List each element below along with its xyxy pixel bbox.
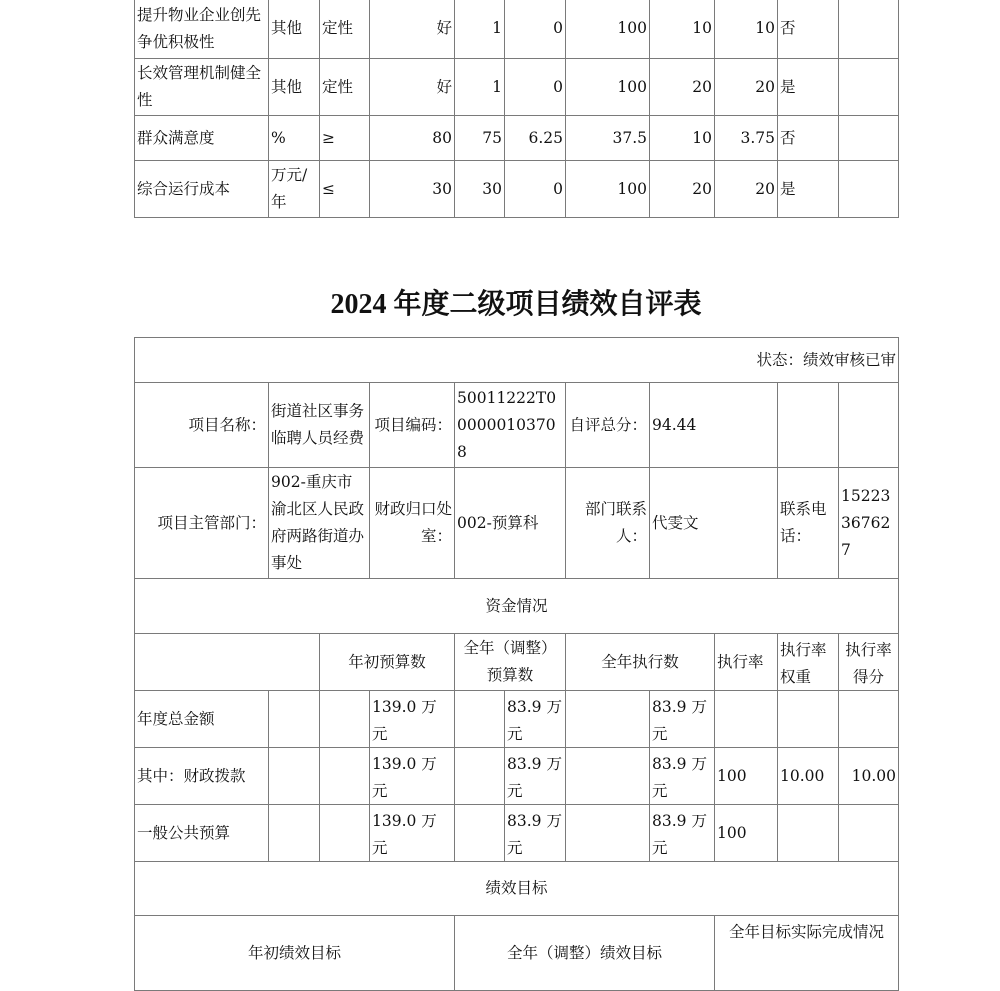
funds-cell bbox=[777, 690, 839, 748]
project-info-cell: 联系电话： bbox=[777, 467, 839, 579]
project-info-cell: 自评总分： bbox=[565, 382, 650, 468]
funds-cell: 10.00 bbox=[838, 747, 899, 805]
goals-header-cell: 全年目标实际完成情况 bbox=[714, 915, 899, 991]
funds-cell: 139.0 万元 bbox=[369, 747, 455, 805]
section-heading: 绩效目标 bbox=[134, 861, 899, 916]
funds-cell: 100 bbox=[714, 804, 778, 862]
funds-cell bbox=[565, 690, 650, 748]
indicator-value-cell: 10 bbox=[649, 0, 715, 59]
project-info-cell: 街道社区事务临聘人员经费 bbox=[268, 382, 370, 468]
indicator-value-cell bbox=[838, 58, 899, 116]
funds-cell: 83.9 万元 bbox=[504, 804, 566, 862]
section-heading: 资金情况 bbox=[134, 578, 899, 634]
project-info-cell: 15223367627 bbox=[838, 467, 899, 579]
indicator-name-cell: 提升物业企业创先争优积极性 bbox=[134, 0, 269, 59]
indicator-value-cell: 定性 bbox=[319, 58, 370, 116]
project-info-cell: 财政归口处室： bbox=[369, 467, 455, 579]
funds-header-blank bbox=[134, 633, 320, 691]
funds-header-cell: 执行率 bbox=[714, 633, 778, 691]
funds-cell bbox=[268, 747, 320, 805]
project-info-cell: 94.44 bbox=[649, 382, 778, 468]
indicator-value-cell: 万元/年 bbox=[268, 160, 320, 218]
indicator-value-cell: 20 bbox=[649, 58, 715, 116]
project-info-cell: 50011222T000000103708 bbox=[454, 382, 566, 468]
project-info-cell: 002-预算科 bbox=[454, 467, 566, 579]
indicator-value-cell bbox=[838, 160, 899, 218]
indicator-value-cell bbox=[838, 115, 899, 161]
funds-cell: 10.00 bbox=[777, 747, 839, 805]
project-info-cell: 部门联系人： bbox=[565, 467, 650, 579]
indicator-value-cell: ≥ bbox=[319, 115, 370, 161]
project-info-cell bbox=[838, 382, 899, 468]
indicator-value-cell: 否 bbox=[777, 115, 839, 161]
indicator-value-cell: 100 bbox=[565, 0, 650, 59]
funds-cell: 100 bbox=[714, 747, 778, 805]
indicator-value-cell: 是 bbox=[777, 160, 839, 218]
funds-row-label: 年度总金额 bbox=[134, 690, 269, 748]
indicator-value-cell: 37.5 bbox=[565, 115, 650, 161]
funds-cell bbox=[838, 690, 899, 748]
project-info-cell bbox=[777, 382, 839, 468]
indicator-value-cell: 100 bbox=[565, 160, 650, 218]
indicator-value-cell: 80 bbox=[369, 115, 455, 161]
funds-cell bbox=[714, 690, 778, 748]
funds-cell: 83.9 万元 bbox=[649, 747, 715, 805]
funds-header-cell: 全年（调整）预算数 bbox=[454, 633, 566, 691]
funds-cell bbox=[319, 690, 370, 748]
funds-cell: 139.0 万元 bbox=[369, 804, 455, 862]
indicator-value-cell: 100 bbox=[565, 58, 650, 116]
funds-cell: 83.9 万元 bbox=[649, 690, 715, 748]
indicator-value-cell: % bbox=[268, 115, 320, 161]
funds-cell bbox=[454, 804, 505, 862]
project-info-cell: 项目名称： bbox=[134, 382, 269, 468]
funds-cell: 139.0 万元 bbox=[369, 690, 455, 748]
indicator-name-cell: 综合运行成本 bbox=[134, 160, 269, 218]
indicator-value-cell: ≤ bbox=[319, 160, 370, 218]
indicator-value-cell: 30 bbox=[369, 160, 455, 218]
indicator-value-cell: 10 bbox=[714, 0, 778, 59]
indicator-value-cell: 好 bbox=[369, 0, 455, 59]
indicator-value-cell: 20 bbox=[714, 160, 778, 218]
funds-cell: 83.9 万元 bbox=[649, 804, 715, 862]
indicator-value-cell bbox=[838, 0, 899, 59]
indicator-value-cell: 其他 bbox=[268, 58, 320, 116]
funds-cell bbox=[454, 747, 505, 805]
funds-cell bbox=[319, 747, 370, 805]
indicator-name-cell: 群众满意度 bbox=[134, 115, 269, 161]
indicator-value-cell: 0 bbox=[504, 160, 566, 218]
indicator-value-cell: 20 bbox=[714, 58, 778, 116]
funds-cell bbox=[268, 804, 320, 862]
indicator-value-cell: 0 bbox=[504, 0, 566, 59]
indicator-value-cell: 20 bbox=[649, 160, 715, 218]
funds-row-label: 其中：财政拨款 bbox=[134, 747, 269, 805]
indicator-value-cell: 30 bbox=[454, 160, 505, 218]
funds-cell bbox=[319, 804, 370, 862]
indicator-value-cell: 3.75 bbox=[714, 115, 778, 161]
funds-header-cell: 执行率权重 bbox=[777, 633, 839, 691]
indicator-value-cell: 6.25 bbox=[504, 115, 566, 161]
indicator-value-cell: 75 bbox=[454, 115, 505, 161]
funds-cell bbox=[565, 747, 650, 805]
funds-header-cell: 年初预算数 bbox=[319, 633, 455, 691]
indicator-value-cell: 否 bbox=[777, 0, 839, 59]
project-info-cell: 代雯文 bbox=[649, 467, 778, 579]
indicator-value-cell: 好 bbox=[369, 58, 455, 116]
funds-cell bbox=[268, 690, 320, 748]
funds-cell: 83.9 万元 bbox=[504, 747, 566, 805]
indicator-value-cell: 定性 bbox=[319, 0, 370, 59]
indicator-value-cell: 是 bbox=[777, 58, 839, 116]
funds-cell bbox=[565, 804, 650, 862]
funds-header-cell: 全年执行数 bbox=[565, 633, 715, 691]
status-label: 状态：绩效审核已审 bbox=[134, 337, 899, 383]
indicator-value-cell: 10 bbox=[649, 115, 715, 161]
project-info-cell: 项目编码： bbox=[369, 382, 455, 468]
funds-cell: 83.9 万元 bbox=[504, 690, 566, 748]
indicator-value-cell: 其他 bbox=[268, 0, 320, 59]
goals-header-cell: 全年（调整）绩效目标 bbox=[454, 915, 715, 991]
project-info-cell: 项目主管部门： bbox=[134, 467, 269, 579]
funds-cell bbox=[454, 690, 505, 748]
page-title: 2024 年度二级项目绩效自评表 bbox=[330, 289, 702, 320]
funds-header-cell: 执行率得分 bbox=[838, 633, 899, 691]
funds-cell bbox=[838, 804, 899, 862]
goals-header-cell: 年初绩效目标 bbox=[134, 915, 455, 991]
indicator-value-cell: 1 bbox=[454, 0, 505, 59]
funds-cell bbox=[777, 804, 839, 862]
indicator-value-cell: 0 bbox=[504, 58, 566, 116]
indicator-value-cell: 1 bbox=[454, 58, 505, 116]
indicator-name-cell: 长效管理机制健全性 bbox=[134, 58, 269, 116]
project-info-cell: 902-重庆市渝北区人民政府两路街道办事处 bbox=[268, 467, 370, 579]
funds-row-label: 一般公共预算 bbox=[134, 804, 269, 862]
